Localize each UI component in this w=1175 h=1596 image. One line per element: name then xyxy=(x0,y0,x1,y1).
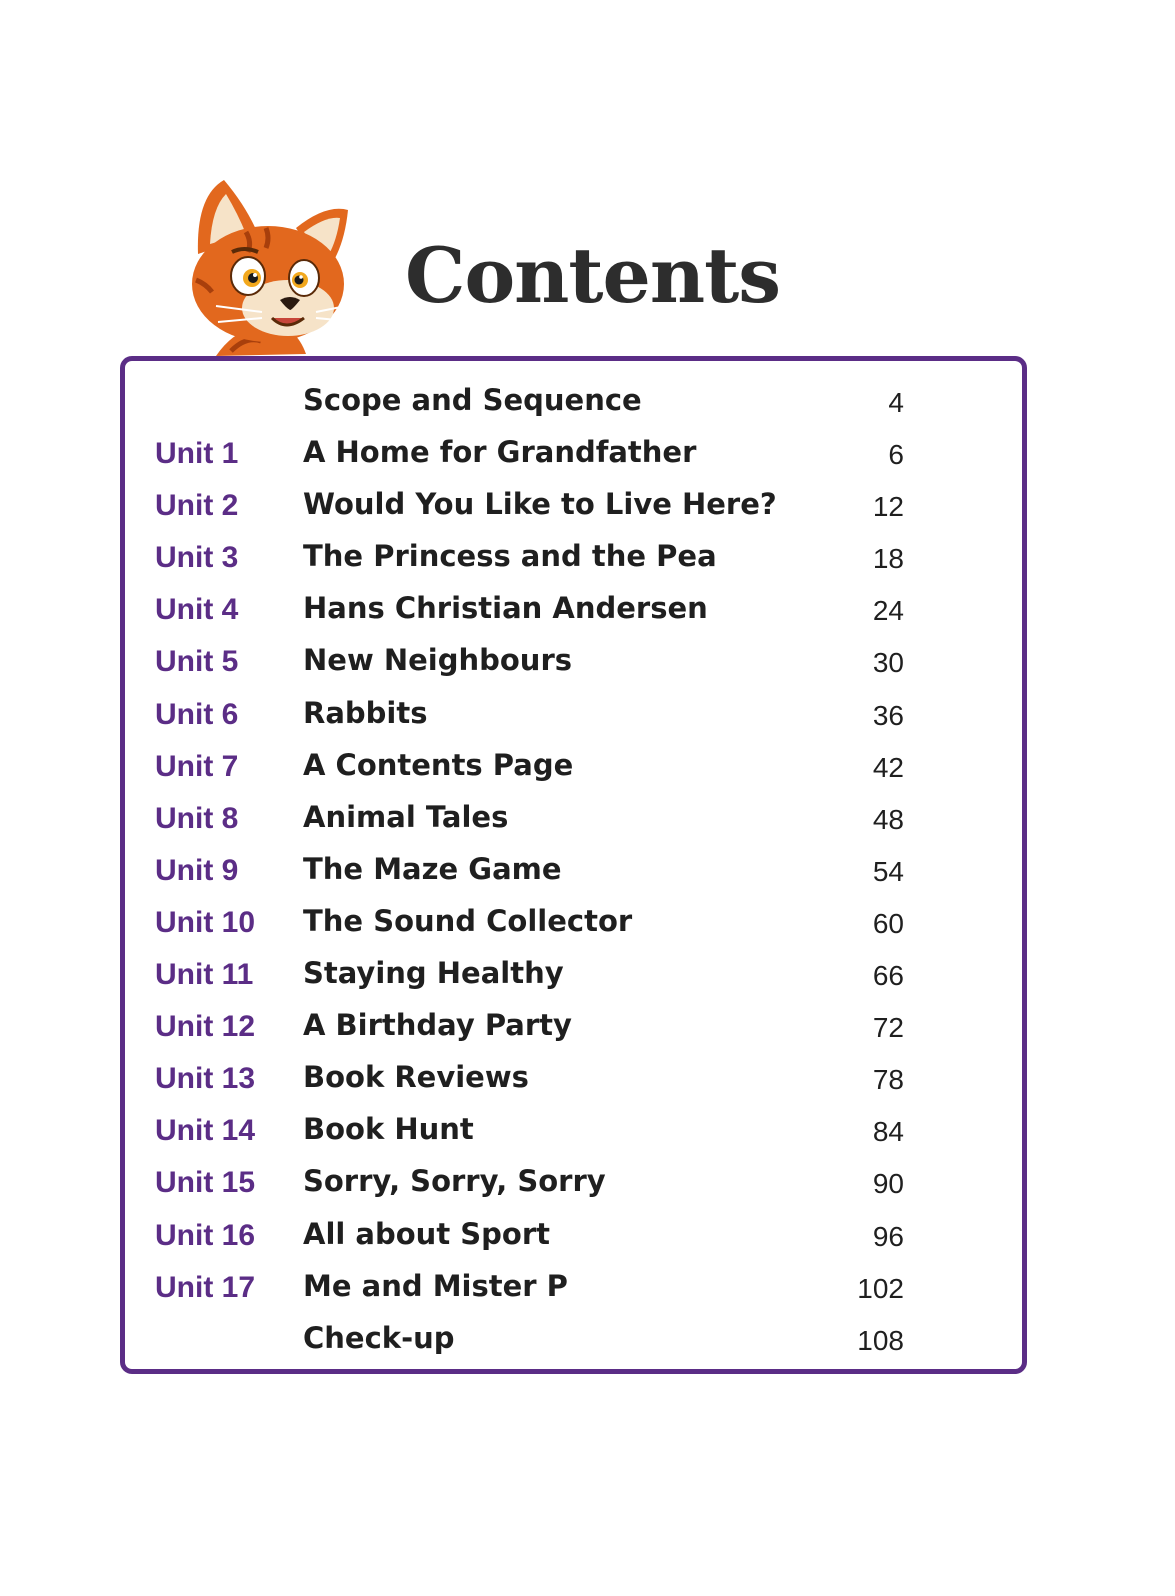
list-item xyxy=(125,1108,1022,1160)
page-number: 72 xyxy=(872,1012,904,1044)
entry-title: Hans Christian Andersen xyxy=(303,591,708,626)
unit-label: Unit 12 xyxy=(155,1010,256,1044)
unit-label: Unit 13 xyxy=(155,1062,256,1096)
page-number: 96 xyxy=(872,1220,904,1252)
list-item xyxy=(125,744,1022,796)
contents-list xyxy=(125,379,1022,1369)
list-item xyxy=(125,535,1022,587)
unit-label: Unit 4 xyxy=(155,593,239,627)
list-item xyxy=(125,1056,1022,1108)
list-item xyxy=(125,379,1022,431)
page-number: 24 xyxy=(872,595,904,627)
list-item xyxy=(125,796,1022,848)
page-number: 12 xyxy=(872,491,904,523)
cat-mascot-icon xyxy=(176,176,366,366)
entry-title: Animal Tales xyxy=(303,799,509,834)
unit-label: Unit 16 xyxy=(155,1218,256,1252)
list-item xyxy=(125,483,1022,535)
page-number: 18 xyxy=(872,543,904,575)
entry-title: The Sound Collector xyxy=(303,903,633,938)
list-item xyxy=(125,587,1022,639)
entry-title: The Maze Game xyxy=(303,851,562,886)
entry-title: Sorry, Sorry, Sorry xyxy=(303,1164,606,1199)
entry-title: Book Hunt xyxy=(303,1112,474,1147)
unit-label: Unit 17 xyxy=(155,1270,256,1304)
page-title: Contents xyxy=(405,231,781,320)
page-number: 102 xyxy=(857,1272,904,1304)
entry-title: Book Reviews xyxy=(303,1060,529,1095)
entry-title: Check-up xyxy=(303,1320,455,1355)
list-item xyxy=(125,1004,1022,1056)
page-number: 54 xyxy=(872,855,904,887)
list-item xyxy=(125,1160,1022,1212)
unit-label: Unit 15 xyxy=(155,1166,256,1200)
page-number: 30 xyxy=(872,647,904,679)
page-number: 66 xyxy=(872,960,904,992)
list-item xyxy=(125,431,1022,483)
page-number: 48 xyxy=(872,803,904,835)
contents-table xyxy=(120,356,1027,1374)
list-item xyxy=(125,848,1022,900)
entry-title: A Home for Grandfather xyxy=(303,435,697,470)
page-number: 42 xyxy=(872,751,904,783)
unit-label: Unit 9 xyxy=(155,853,239,887)
unit-label: Unit 2 xyxy=(155,489,239,523)
list-item xyxy=(125,1265,1022,1317)
list-item xyxy=(125,1317,1022,1369)
entry-title: Me and Mister P xyxy=(303,1268,568,1303)
page-number: 78 xyxy=(872,1064,904,1096)
list-item xyxy=(125,1213,1022,1265)
unit-label: Unit 5 xyxy=(155,645,239,679)
unit-label: Unit 10 xyxy=(155,905,256,939)
entry-title: New Neighbours xyxy=(303,643,573,678)
list-item xyxy=(125,952,1022,1004)
entry-title: The Princess and the Pea xyxy=(303,539,717,574)
page-number: 4 xyxy=(888,387,904,418)
page-number: 90 xyxy=(872,1168,904,1200)
entry-title: A Birthday Party xyxy=(303,1008,572,1043)
unit-label: Unit 6 xyxy=(155,697,239,731)
page-number: 108 xyxy=(857,1324,904,1356)
unit-label: Unit 11 xyxy=(155,958,254,992)
page-number: 84 xyxy=(872,1116,904,1148)
unit-label: Unit 8 xyxy=(155,801,239,835)
page-number: 36 xyxy=(872,699,904,731)
entry-title: All about Sport xyxy=(303,1216,551,1251)
unit-label: Unit 14 xyxy=(155,1114,256,1148)
entry-title: Would You Like to Live Here? xyxy=(303,487,777,522)
page-number: 60 xyxy=(872,907,904,939)
unit-label: Unit 3 xyxy=(155,541,239,575)
entry-title: Rabbits xyxy=(303,695,428,730)
entry-title: A Contents Page xyxy=(303,747,574,782)
list-item xyxy=(125,900,1022,952)
list-item xyxy=(125,639,1022,691)
unit-label: Unit 1 xyxy=(155,437,239,471)
list-item xyxy=(125,692,1022,744)
unit-label: Unit 7 xyxy=(155,749,239,783)
entry-title: Scope and Sequence xyxy=(303,383,642,417)
page-number: 6 xyxy=(888,439,904,471)
entry-title: Staying Healthy xyxy=(303,956,564,991)
